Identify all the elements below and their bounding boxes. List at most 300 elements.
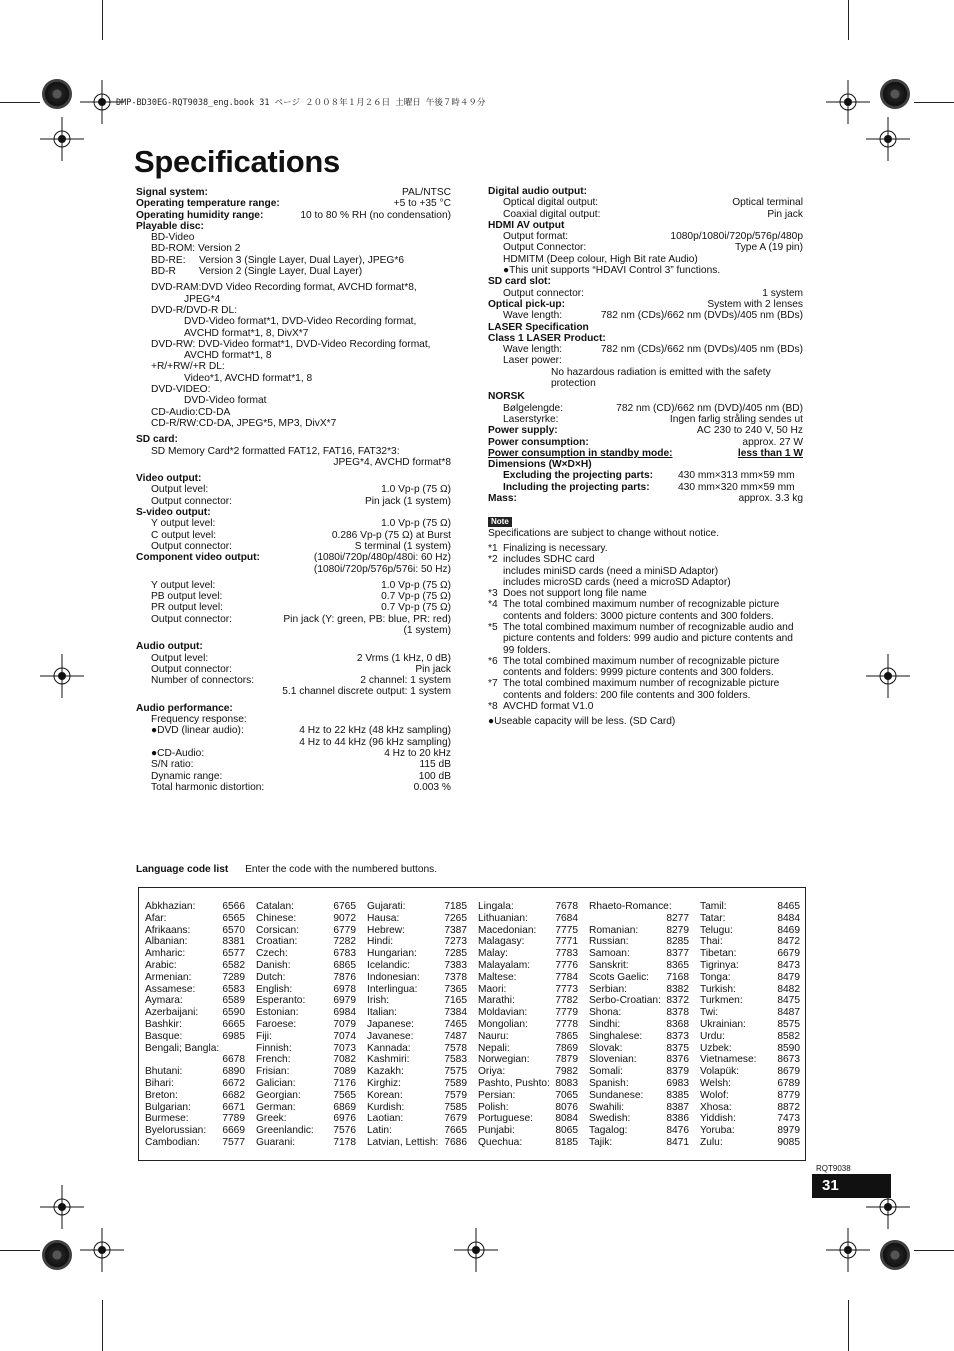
spec-line: DVD-RAM:DVD Video Recording format, AVCHD format*8, (151, 282, 417, 294)
spec-line: BD-ROM: Version 2 (151, 243, 241, 255)
language-row (145, 1113, 245, 1125)
language-row (700, 1113, 800, 1125)
language-row (478, 1066, 578, 1078)
language-row (367, 984, 467, 996)
language-row (367, 960, 467, 972)
language-name: Hebrew: (367, 924, 405, 936)
spec-line: DVD-VIDEO: (151, 384, 211, 396)
language-name: Swahili: (589, 1101, 625, 1113)
language-row (478, 1007, 578, 1019)
language-code: 6865 (333, 959, 356, 971)
language-name: Armenian: (145, 971, 192, 983)
language-name: Welsh: (700, 1077, 731, 1089)
language-row (145, 925, 245, 937)
language-row (145, 1007, 245, 1019)
spec-value: 1.0 Vp-p (75 Ω) (381, 484, 451, 496)
footnote-line (488, 554, 803, 565)
language-row (478, 1078, 578, 1090)
spec-row (488, 403, 803, 414)
language-name: Rhaeto-Romance: (589, 901, 672, 912)
language-name: Kirghiz: (367, 1077, 401, 1089)
language-code: 6869 (333, 1101, 356, 1113)
language-code: 8065 (555, 1125, 578, 1137)
language-name: Interlingua: (367, 983, 418, 995)
registration-mark-icon (40, 117, 84, 161)
language-code-heading (136, 864, 437, 875)
language-code: 8375 (666, 1042, 689, 1054)
language-row (700, 1043, 800, 1055)
spec-label: Output connector: (151, 663, 232, 675)
language-code: 8469 (777, 924, 800, 936)
spec-row (136, 484, 451, 495)
language-name: Latin: (367, 1125, 392, 1137)
footnote-line (488, 645, 803, 656)
section-heading: SD card: (136, 434, 178, 446)
language-name: Mongolian: (478, 1018, 528, 1030)
spec-value: Ingen farlig stråling sendes ut (669, 413, 803, 425)
spec-row (488, 242, 803, 253)
language-code: 7578 (444, 1042, 467, 1054)
language-name: Bhutani: (145, 1066, 183, 1078)
language-name: Esperanto: (256, 995, 306, 1007)
registration-mark-icon (40, 654, 84, 698)
spec-label: Y output level: (151, 579, 216, 591)
language-row (478, 925, 578, 937)
language-code: 6678 (222, 1054, 245, 1066)
section-heading: Playable disc: (136, 220, 204, 232)
language-row (589, 1066, 689, 1078)
spec-row (488, 493, 803, 504)
language-row (589, 1102, 689, 1114)
language-name: Uzbek: (700, 1042, 732, 1054)
spec-label: ●DVD (linear audio): (151, 725, 244, 737)
language-column (700, 901, 800, 1149)
language-code: 6979 (333, 995, 356, 1007)
footnote-marker: *6 (488, 655, 498, 667)
language-code: 8373 (666, 1030, 689, 1042)
language-name: Turkish: (700, 983, 736, 995)
language-code: 7585 (444, 1101, 467, 1113)
spec-line (136, 266, 451, 277)
language-code: 9072 (333, 912, 356, 924)
language-code: 8381 (222, 936, 245, 948)
language-name: Indonesian: (367, 971, 420, 983)
language-row (700, 960, 800, 972)
section-heading: LASER Specification (488, 321, 589, 333)
language-name: Hausa: (367, 912, 400, 924)
language-code: 7384 (444, 1007, 467, 1019)
language-row (478, 1137, 578, 1149)
print-header: DMP-BD30EG-RQT9038_eng.book 31 ページ ２００８年１月２６日 土曜日 午後７時４９分 (116, 98, 486, 108)
language-code: 7465 (444, 1018, 467, 1030)
language-column (367, 901, 467, 1149)
language-row (256, 948, 356, 960)
spec-value: 782 nm (CD)/662 nm (DVD)/405 nm (BD) (616, 402, 803, 414)
language-name: Italian: (367, 1007, 398, 1019)
language-row (478, 1043, 578, 1055)
spec-row (136, 614, 451, 625)
language-code: 8379 (666, 1066, 689, 1078)
language-row (478, 1054, 578, 1066)
language-name: Galician: (256, 1077, 296, 1089)
spec-row (136, 210, 451, 221)
language-name: Spanish: (589, 1077, 629, 1089)
language-list-instruction: Enter the code with the numbered buttons. (245, 864, 438, 875)
footnote-line (488, 588, 803, 599)
language-code: 7576 (333, 1125, 356, 1137)
spec-line: AVCHD format*1, 8 (184, 350, 272, 362)
language-row (700, 1102, 800, 1114)
language-column (145, 901, 245, 1149)
footnote-text: Finalizing is necessary. (503, 542, 608, 554)
language-row (700, 936, 800, 948)
language-row (145, 1019, 245, 1031)
footnote-text: The total combined maximum number of recognizable picture (503, 655, 780, 667)
language-code: 6577 (222, 948, 245, 960)
language-name: Hindi: (367, 936, 394, 948)
language-row (367, 1078, 467, 1090)
language-code: 7771 (555, 936, 578, 948)
language-name: Danish: (256, 959, 291, 971)
language-row (589, 1031, 689, 1043)
crop-line (102, 0, 103, 40)
language-name: Somali: (589, 1066, 623, 1078)
language-name: Polish: (478, 1101, 509, 1113)
language-row (478, 1019, 578, 1031)
spec-value: 0.7 Vp-p (75 Ω) (381, 591, 451, 603)
language-name: Georgian: (256, 1089, 301, 1101)
spec-row (488, 288, 803, 299)
footnote-line (488, 701, 803, 712)
language-code: 8779 (777, 1089, 800, 1101)
language-name: Abkhazian: (145, 901, 196, 912)
section-heading: Audio performance: (136, 702, 233, 714)
language-name: Maltese: (478, 971, 517, 983)
spec-value: 1080p/1080i/720p/576p/480p (670, 231, 803, 243)
language-name: Malayalam: (478, 959, 531, 971)
language-row (589, 1054, 689, 1066)
print-disc-icon (880, 1240, 910, 1270)
language-row (589, 1078, 689, 1090)
language-name: Albanian: (145, 936, 188, 948)
language-code: 6978 (333, 983, 356, 995)
language-name: Tonga: (700, 971, 731, 983)
language-name: Yoruba: (700, 1125, 735, 1137)
language-column (256, 901, 356, 1149)
language-code: 7775 (555, 924, 578, 936)
language-row (700, 948, 800, 960)
spec-value: System with 2 lenses (707, 298, 803, 310)
language-code: 7168 (666, 971, 689, 983)
language-name: Pashto, Pushto: (478, 1077, 550, 1089)
language-row (256, 1113, 356, 1125)
language-row (589, 995, 689, 1007)
spec-line: No hazardous radiation is emitted with the safety (551, 366, 771, 378)
language-code: 7065 (555, 1089, 578, 1101)
language-name: Tibetan: (700, 948, 737, 960)
language-name: Xhosa: (700, 1101, 732, 1113)
language-row (589, 1007, 689, 1019)
language-code: 6783 (333, 948, 356, 960)
spec-row (136, 653, 451, 664)
language-list-title: Language code list (136, 864, 229, 875)
spec-text: Version 3 (Single Layer, Dual Layer), JPEG*6 (199, 254, 404, 266)
spec-label: Power supply: (488, 425, 558, 437)
crop-line (914, 102, 954, 103)
footnote-text: AVCHD format V1.0 (503, 701, 594, 713)
language-code: 6565 (222, 912, 245, 924)
language-row (478, 972, 578, 984)
language-code: 8083 (555, 1077, 578, 1089)
language-name: Azerbaijani: (145, 1007, 199, 1019)
spec-value: approx. 3.3 kg (738, 493, 803, 505)
footnote-marker (488, 577, 503, 588)
spec-line: JPEG*4 (184, 293, 221, 305)
language-name: Frisian: (256, 1066, 290, 1078)
language-row (367, 913, 467, 925)
language-row (589, 1090, 689, 1102)
spec-label: Output format: (503, 231, 569, 243)
language-name: Aymara: (145, 995, 183, 1007)
language-name: Chinese: (256, 912, 297, 924)
language-row (700, 1054, 800, 1066)
language-code: 8471 (666, 1136, 689, 1148)
language-row (478, 1102, 578, 1114)
spec-line: ●This unit supports “HDAVI Control 3” functions. (503, 265, 721, 277)
footnote-text: contents and folders: 9999 picture contents and 300 folders. (503, 667, 774, 679)
language-code: 6779 (333, 924, 356, 936)
language-name: Byelorussian: (145, 1125, 207, 1137)
language-code: 6985 (222, 1030, 245, 1042)
language-name: Russian: (589, 936, 629, 948)
language-name: Zulu: (700, 1136, 723, 1148)
language-row (256, 901, 356, 913)
language-row (478, 1113, 578, 1125)
language-row (367, 1043, 467, 1055)
spec-label: Y output level: (151, 518, 216, 530)
language-row (367, 972, 467, 984)
crop-line (0, 102, 40, 103)
footnote-marker: *2 (488, 554, 498, 566)
language-code: 7176 (333, 1077, 356, 1089)
language-code: 8277 (666, 912, 689, 924)
language-code: 7577 (222, 1136, 245, 1148)
spec-label: Laserstyrke: (503, 413, 559, 425)
language-row (145, 1054, 245, 1066)
language-name: Kurdish: (367, 1101, 405, 1113)
language-code: 7487 (444, 1030, 467, 1042)
language-name: Tatar: (700, 912, 726, 924)
language-row (367, 901, 467, 913)
language-row (589, 1113, 689, 1125)
language-name: Volapük: (700, 1066, 740, 1078)
language-code: 7876 (333, 971, 356, 983)
language-row (367, 925, 467, 937)
spec-value: 782 nm (CDs)/662 nm (DVDs)/405 nm (BDs) (600, 310, 803, 322)
footnote-line (488, 566, 803, 577)
spec-label: C output level: (151, 529, 217, 541)
language-name: Gujarati: (367, 901, 406, 912)
language-row (367, 1137, 467, 1149)
language-code: 8479 (777, 971, 800, 983)
language-name: Tajik: (589, 1136, 613, 1148)
spec-label: S/N ratio: (151, 759, 194, 771)
language-row (256, 1090, 356, 1102)
language-name: Thai: (700, 936, 723, 948)
language-code: 8377 (666, 948, 689, 960)
language-name: Corsican: (256, 924, 300, 936)
spec-row (136, 187, 451, 198)
language-name: Fiji: (256, 1030, 272, 1042)
section-heading: HDMI AV output (488, 219, 565, 231)
spec-value: Optical terminal (732, 197, 803, 209)
language-code: 7678 (555, 901, 578, 912)
language-code: 7165 (444, 995, 467, 1007)
language-row (367, 1019, 467, 1031)
spec-value: 100 dB (418, 770, 451, 782)
spec-line: BD-Video (151, 232, 195, 244)
language-row (589, 984, 689, 996)
footnote-line (488, 667, 803, 678)
language-code: 7686 (444, 1136, 467, 1148)
language-name: English: (256, 983, 293, 995)
footnote-text: The total combined maximum number of recognizable audio and (503, 621, 794, 633)
language-code: 8185 (555, 1136, 578, 1148)
language-name: Yiddish: (700, 1113, 736, 1125)
spec-value: 10 to 80 % RH (no condensation) (300, 209, 451, 221)
spec-value: 430 mm×313 mm×59 mm (678, 470, 795, 482)
spec-value: less than 1 W (737, 447, 803, 459)
language-code-table (138, 887, 806, 1161)
spec-row (488, 209, 803, 220)
language-name: Catalan: (256, 901, 294, 912)
language-row (700, 1078, 800, 1090)
language-row (478, 901, 578, 913)
language-name: Serbian: (589, 983, 627, 995)
language-code: 8475 (777, 995, 800, 1007)
language-row (589, 1019, 689, 1031)
language-row (256, 1054, 356, 1066)
language-row (256, 1007, 356, 1019)
spec-value: (1 system) (403, 624, 451, 636)
spec-row (136, 602, 451, 613)
language-code: 7776 (555, 959, 578, 971)
language-code: 6589 (222, 995, 245, 1007)
footnote-line (488, 599, 803, 610)
language-row (145, 901, 245, 913)
language-row (367, 948, 467, 960)
spec-key: BD-RE: (151, 254, 186, 266)
language-code: 8473 (777, 959, 800, 971)
footnote-text: The total combined maximum number of recognizable picture (503, 599, 780, 611)
language-code: 7387 (444, 924, 467, 936)
language-row (145, 1090, 245, 1102)
spec-row (488, 448, 803, 459)
language-name: Oriya: (478, 1066, 506, 1078)
language-name: Twi: (700, 1007, 719, 1019)
spec-label: Output connector: (151, 495, 232, 507)
print-disc-icon (42, 79, 72, 109)
language-row (700, 925, 800, 937)
registration-mark-icon (866, 654, 910, 698)
spec-label: Number of connectors: (151, 675, 255, 687)
spec-line: CD-Audio:CD-DA (151, 406, 231, 418)
language-name: Telugu: (700, 924, 733, 936)
language-code: 6976 (333, 1113, 356, 1125)
registration-mark-icon (454, 1228, 498, 1272)
language-name: Assamese: (145, 983, 196, 995)
spec-line: CD-R/RW:CD-DA, JPEG*5, MP3, DivX*7 (151, 417, 337, 429)
spec-value: 5.1 channel discrete output: 1 system (282, 686, 451, 698)
language-code: 8872 (777, 1101, 800, 1113)
language-code: 8385 (666, 1089, 689, 1101)
section-heading: NORSK (488, 391, 525, 403)
language-code: 6566 (222, 901, 245, 912)
language-code: 7282 (333, 936, 356, 948)
language-row (145, 948, 245, 960)
spec-row (136, 748, 451, 759)
language-name: Tagalog: (589, 1125, 628, 1137)
footnote-text: picture contents and folders: 999 audio and picture contents and (503, 633, 793, 645)
language-row (478, 1031, 578, 1043)
spec-row (488, 425, 803, 436)
spec-value: 115 dB (419, 759, 451, 771)
language-code: 8582 (777, 1030, 800, 1042)
spec-label: Output level: (151, 484, 209, 496)
spec-row (136, 552, 451, 563)
print-disc-icon (880, 79, 910, 109)
footnote-line (488, 622, 803, 633)
footnote-marker: *1 (488, 542, 498, 554)
language-code: 8484 (777, 912, 800, 924)
spec-label: ●CD-Audio: (151, 747, 205, 759)
language-row (145, 1031, 245, 1043)
language-code: 7684 (555, 912, 578, 924)
language-row (256, 995, 356, 1007)
spec-line: SD Memory Card*2 formatted FAT12, FAT16, FAT32*3: (151, 445, 400, 457)
spec-line: Laser power: (503, 355, 562, 367)
language-name: Singhalese: (589, 1030, 643, 1042)
language-code: 7178 (333, 1136, 356, 1148)
spec-value: approx. 27 W (742, 436, 803, 448)
language-row (589, 925, 689, 937)
language-name: Lithuanian: (478, 912, 528, 924)
language-name: Sanskrit: (589, 959, 629, 971)
footnote-line (488, 577, 803, 588)
language-row (256, 1125, 356, 1137)
footnote-line (488, 690, 803, 701)
footnote-text: includes microSD cards (need a microSD Adaptor) (503, 576, 731, 588)
language-row (589, 948, 689, 960)
spec-line: DVD-R/DVD-R DL: (151, 304, 238, 316)
spec-row (488, 437, 803, 448)
language-name: Slovenian: (589, 1054, 637, 1066)
language-row (700, 1019, 800, 1031)
language-name: Shona: (589, 1007, 622, 1019)
language-code: 7879 (555, 1054, 578, 1066)
language-name: Romanian: (589, 924, 639, 936)
language-row (145, 960, 245, 972)
language-name: Faroese: (256, 1018, 297, 1030)
language-name: Afrikaans: (145, 924, 191, 936)
language-name: Ukrainian: (700, 1018, 746, 1030)
language-row (700, 972, 800, 984)
language-code: 7789 (222, 1113, 245, 1125)
language-code: 7285 (444, 948, 467, 960)
spec-row (488, 310, 803, 321)
page-number: 31 (812, 1174, 891, 1198)
language-code: 6665 (222, 1018, 245, 1030)
